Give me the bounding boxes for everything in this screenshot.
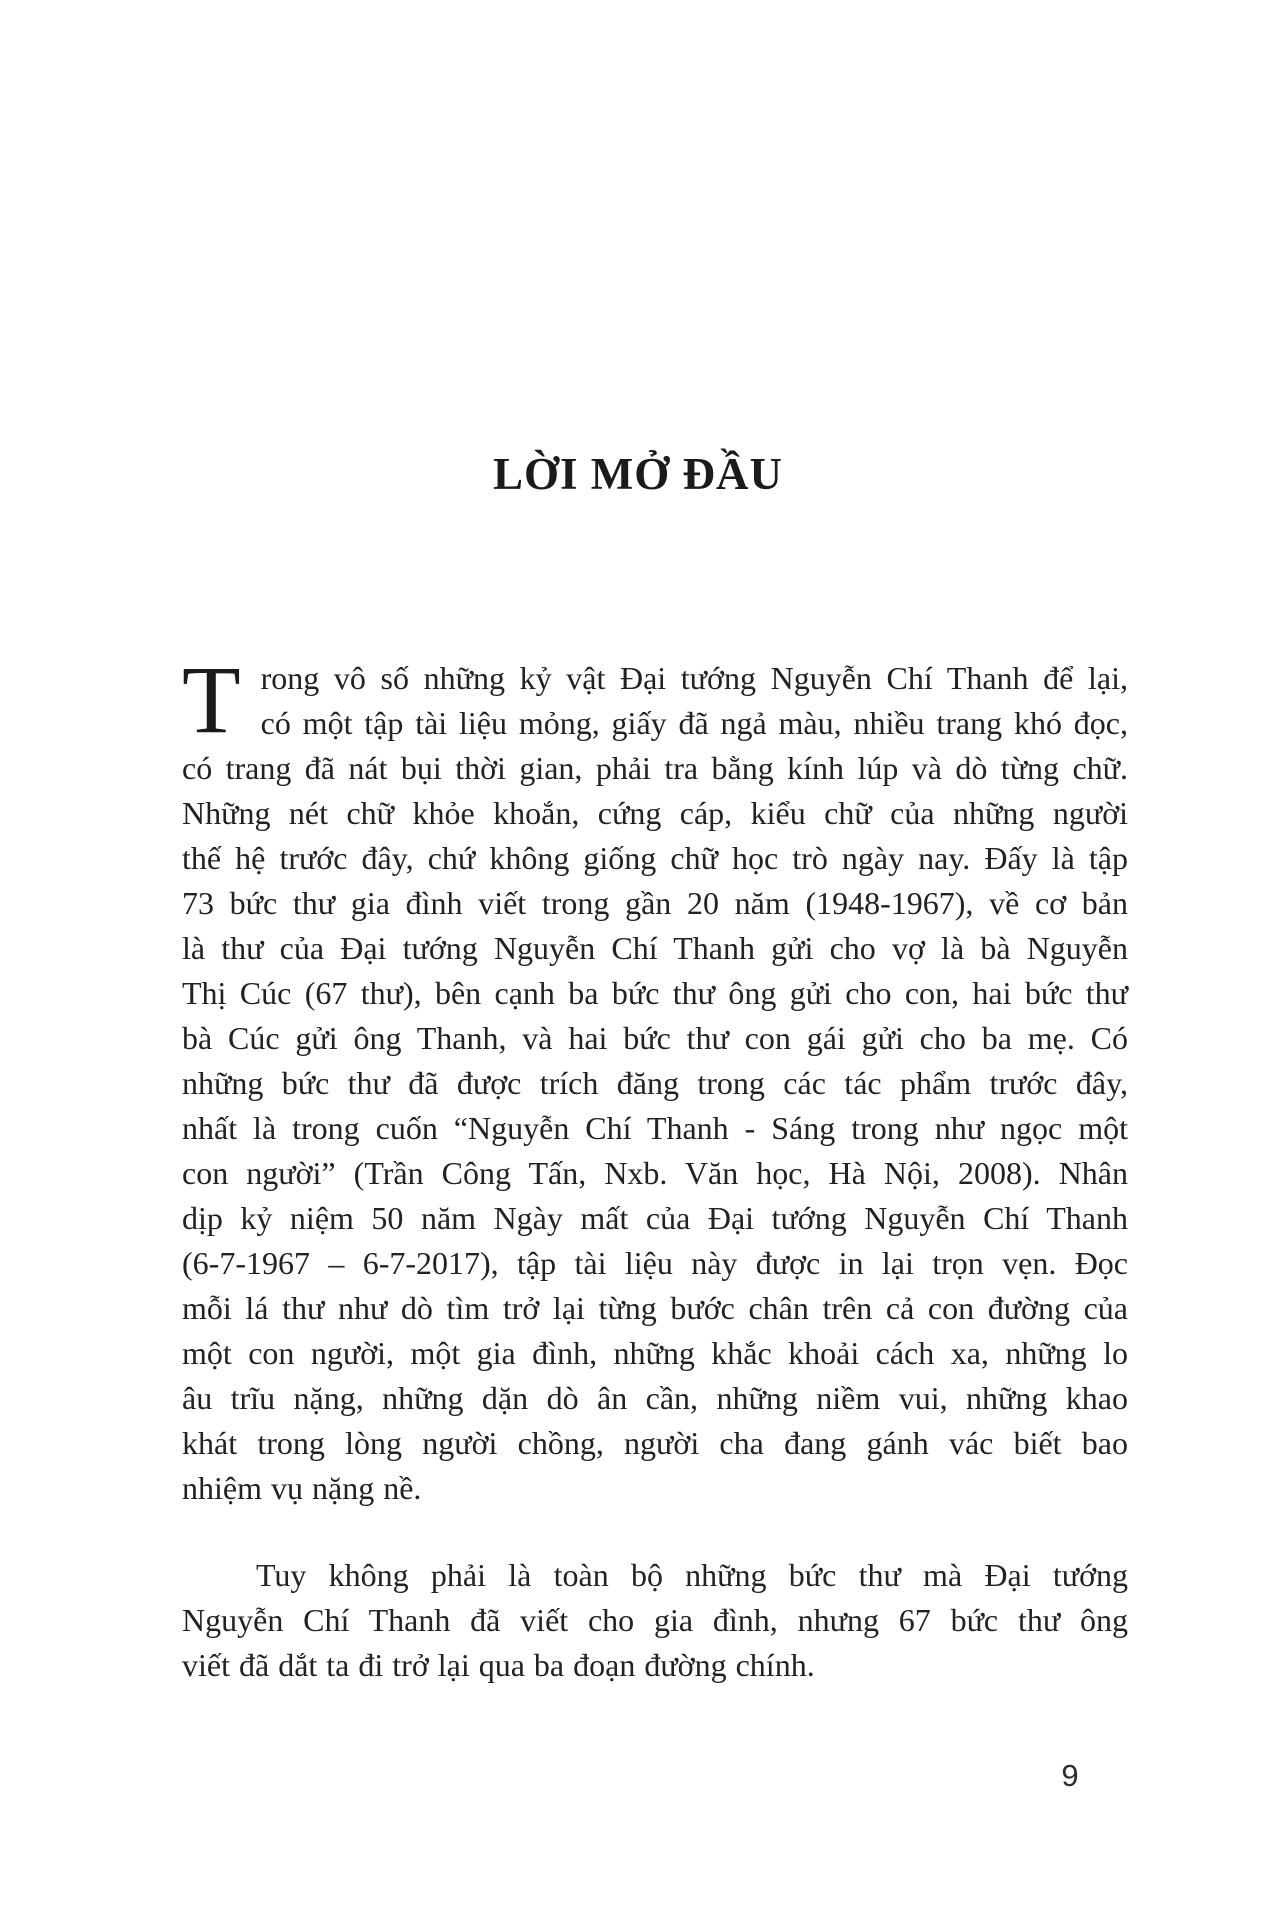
text-line: Tuy không phải là toàn bộ những bức thư mà Đại tướng xyxy=(256,1557,1128,1593)
paragraph-2 xyxy=(182,1553,1128,1688)
text-line: rong vô số những kỷ vật Đại tướng Nguyễn Chí Thanh để lại, xyxy=(260,660,1128,696)
text-line: có một tập tài liệu mỏng, giấy đã ngả màu, nhiều trang khó đọc, xyxy=(260,705,1128,741)
text-line: âu trĩu nặng, những dặn dò ân cần, những niềm vui, những khao xyxy=(182,1380,1128,1416)
page-body xyxy=(182,646,1128,1688)
paragraph-1 xyxy=(182,646,1128,1511)
text-line: nhất là trong cuốn “Nguyễn Chí Thanh - Sáng trong như ngọc một xyxy=(182,1110,1128,1146)
text-line: bà Cúc gửi ông Thanh, và hai bức thư con gái gửi cho ba mẹ. Có xyxy=(182,1020,1128,1056)
text-line: Nguyễn Chí Thanh đã viết cho gia đình, nhưng 67 bức thư ông xyxy=(182,1602,1128,1638)
page-number: 9 xyxy=(1061,1758,1079,1793)
text-line: con người” (Trần Công Tấn, Nxb. Văn học, Hà Nội, 2008). Nhân xyxy=(182,1155,1128,1191)
page-title: LỜI MỞ ĐẦU xyxy=(493,449,783,499)
text-line: Những nét chữ khỏe khoắn, cứng cáp, kiểu chữ của những người xyxy=(182,795,1128,831)
text-line: Thị Cúc (67 thư), bên cạnh ba bức thư ông gửi cho con, hai bức thư xyxy=(182,975,1128,1011)
text-line: những bức thư đã được trích đăng trong các tác phẩm trước đây, xyxy=(182,1065,1128,1101)
text-line: khát trong lòng người chồng, người cha đang gánh vác biết bao xyxy=(182,1425,1128,1461)
text-line: thế hệ trước đây, chứ không giống chữ học trò ngày nay. Đấy là tập xyxy=(182,840,1128,876)
drop-cap: T xyxy=(182,646,241,753)
text-line: là thư của Đại tướng Nguyễn Chí Thanh gửi cho vợ là bà Nguyễn xyxy=(182,930,1128,966)
text-line: viết đã dắt ta đi trở lại qua ba đoạn đường chính. xyxy=(182,1647,815,1683)
text-line: có trang đã nát bụi thời gian, phải tra bằng kính lúp và dò từng chữ. xyxy=(182,750,1128,786)
text-line: 73 bức thư gia đình viết trong gần 20 năm (1948-1967), về cơ bản xyxy=(182,885,1128,921)
text-line: mỗi lá thư như dò tìm trở lại từng bước chân trên cả con đường của xyxy=(182,1290,1128,1326)
text-line: (6-7-1967 – 6-7-2017), tập tài liệu này được in lại trọn vẹn. Đọc xyxy=(182,1245,1128,1281)
text-line: dịp kỷ niệm 50 năm Ngày mất của Đại tướng Nguyễn Chí Thanh xyxy=(182,1200,1128,1236)
text-line: nhiệm vụ nặng nề. xyxy=(182,1470,422,1506)
text-line: một con người, một gia đình, những khắc khoải cách xa, những lo xyxy=(182,1335,1128,1371)
